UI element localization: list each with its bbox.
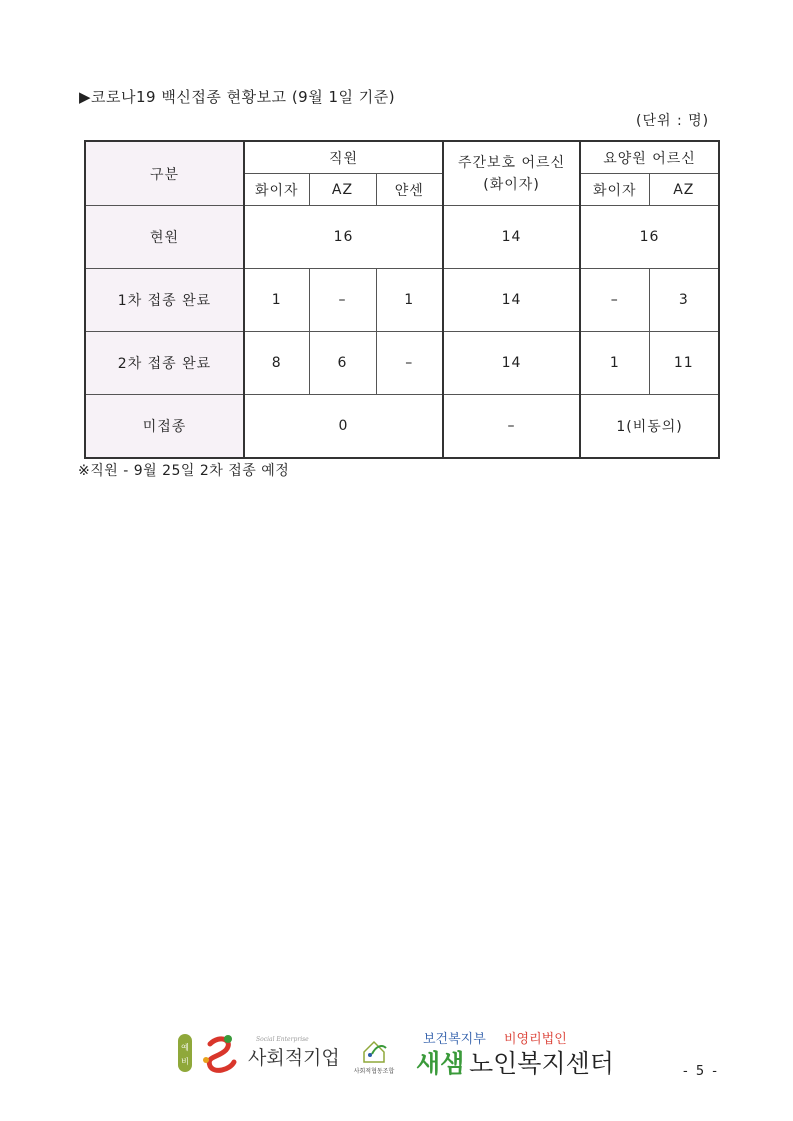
header-staff: 직원 bbox=[244, 141, 443, 174]
table-row bbox=[85, 206, 719, 269]
coop-label: 사회적협동조합 bbox=[353, 1068, 395, 1075]
cell-second-nursing-pfizer: 1 bbox=[580, 332, 649, 395]
center-name-part2: 노인복지센터 bbox=[469, 1049, 614, 1076]
footnote: ※직원 - 9월 25일 2차 접종 예정 bbox=[78, 463, 290, 479]
cell-first-daycare: 14 bbox=[443, 269, 580, 332]
table-row bbox=[85, 269, 719, 332]
table-row bbox=[85, 332, 719, 395]
cell-unvaccinated-staff: 0 bbox=[244, 395, 443, 459]
cell-second-staff-pfizer: 8 bbox=[244, 332, 309, 395]
footer-logos bbox=[176, 1026, 636, 1076]
ministry-label: 보건복지부 bbox=[423, 1032, 486, 1047]
unit-note: (단위 : 명) bbox=[636, 113, 710, 129]
pre-certified-badge bbox=[178, 1034, 192, 1072]
social-enterprise-label: 사회적기업 bbox=[248, 1047, 340, 1069]
header-daycare-line2: (화이자) bbox=[483, 176, 540, 193]
cell-current-daycare: 14 bbox=[443, 206, 580, 269]
vaccination-table bbox=[84, 140, 720, 459]
social-enterprise-logo-icon bbox=[203, 1035, 234, 1070]
page-number: - 5 - bbox=[683, 1064, 719, 1079]
coop-logo-icon bbox=[364, 1042, 386, 1062]
table-row bbox=[85, 395, 719, 459]
header-category: 구분 bbox=[85, 141, 244, 206]
cell-second-staff-janssen: – bbox=[376, 332, 443, 395]
cell-unvaccinated-nursing: 1(비동의) bbox=[580, 395, 719, 459]
header-staff-pfizer: 화이자 bbox=[244, 174, 309, 206]
row-label-second: 2차 접종 완료 bbox=[85, 332, 244, 395]
center-name-part1: 새샘 bbox=[416, 1049, 465, 1076]
badge-char-2: 비 bbox=[181, 1057, 189, 1066]
header-nursing-az: AZ bbox=[649, 174, 719, 206]
header-staff-az: AZ bbox=[309, 174, 376, 206]
cell-first-nursing-az: 3 bbox=[649, 269, 719, 332]
nonprofit-label: 비영리법인 bbox=[504, 1032, 567, 1047]
cell-first-staff-janssen: 1 bbox=[376, 269, 443, 332]
cell-unvaccinated-daycare: – bbox=[443, 395, 580, 459]
page-title: ▶코로나19 백신접종 현황보고 (9월 1일 기준) bbox=[79, 88, 396, 106]
row-label-unvaccinated: 미접종 bbox=[85, 395, 244, 459]
cell-second-daycare: 14 bbox=[443, 332, 580, 395]
header-nursing-pfizer: 화이자 bbox=[580, 174, 649, 206]
cell-second-staff-az: 6 bbox=[309, 332, 376, 395]
cell-current-staff: 16 bbox=[244, 206, 443, 269]
header-nursing: 요양원 어르신 bbox=[580, 141, 719, 174]
cell-first-staff-pfizer: 1 bbox=[244, 269, 309, 332]
social-enterprise-en: Social Enterprise bbox=[256, 1036, 309, 1043]
row-label-first: 1차 접종 완료 bbox=[85, 269, 244, 332]
cell-first-staff-az: – bbox=[309, 269, 376, 332]
header-daycare bbox=[443, 141, 580, 206]
cell-current-nursing: 16 bbox=[580, 206, 719, 269]
badge-char-1: 예 bbox=[181, 1043, 189, 1052]
header-daycare-line1: 주간보호 어르신 bbox=[457, 154, 566, 171]
header-staff-janssen: 얀센 bbox=[376, 174, 443, 206]
row-label-current: 현원 bbox=[85, 206, 244, 269]
cell-second-nursing-az: 11 bbox=[649, 332, 719, 395]
cell-first-nursing-pfizer: – bbox=[580, 269, 649, 332]
